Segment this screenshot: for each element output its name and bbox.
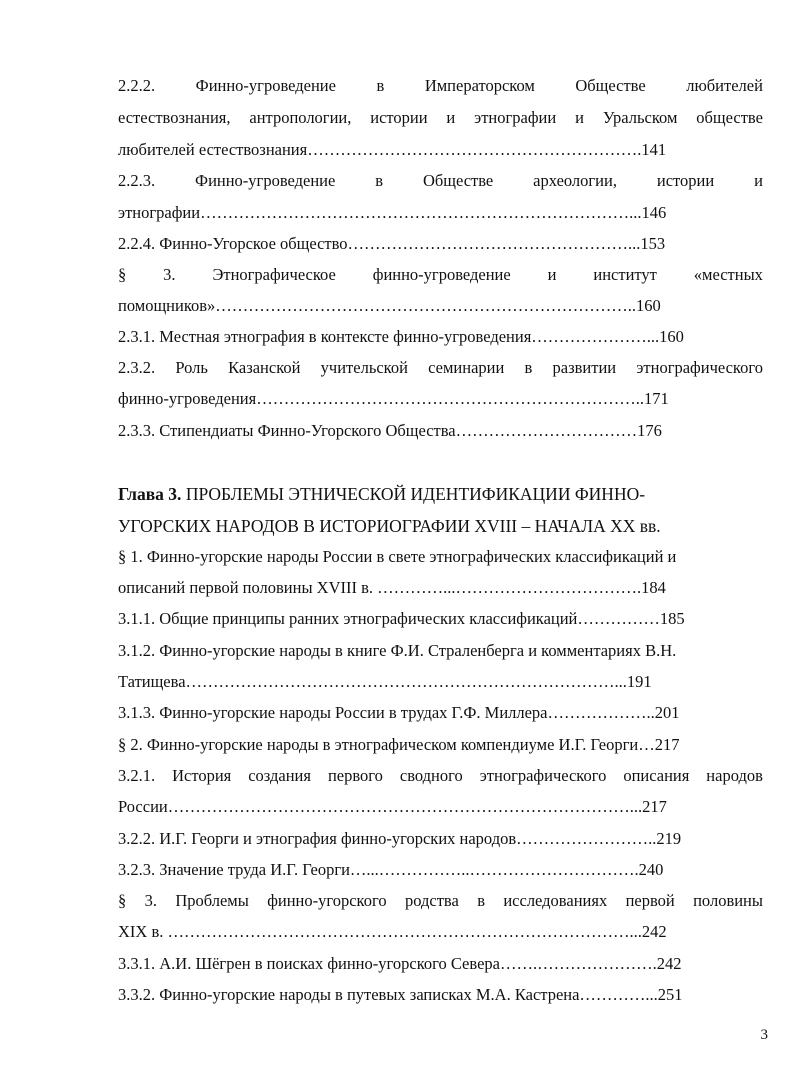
toc-line: 3.1.1. Общие принципы ранних этнографических классификаций……………185 [118, 609, 685, 628]
toc-line: 3.3.2. Финно-угорские народы в путевых записках М.А. Кастрена…………...251 [118, 985, 683, 1004]
toc-line: любителей естествознания…………………………………………………….141 [118, 140, 667, 159]
chapter-heading [118, 483, 763, 505]
toc-line: 3.1.3. Финно-угорские народы России в трудах Г.Ф. Миллера………………..201 [118, 703, 680, 722]
toc-line: финно-угроведения……………………………………………………………..171 [118, 389, 669, 408]
toc-line: 3.1.2. Финно-угорские народы в книге Ф.И. Страленберга и комментариях В.Н. [118, 641, 677, 660]
chapter-title-line-2: УГОРСКИХ НАРОДОВ В ИСТОРИОГРАФИИ XVIII – НАЧАЛА XX вв. [118, 516, 661, 536]
chapter-title-line-1: ПРОБЛЕМЫ ЭТНИЧЕСКОЙ ИДЕНТИФИКАЦИИ ФИННО- [181, 484, 646, 504]
chapter-label: Глава 3. [118, 484, 182, 504]
toc-line: § 1. Финно-угорские народы России в свете этнографических классификаций и [118, 547, 677, 566]
toc-line: помощников»…………………………………………………………………..160 [118, 296, 661, 315]
toc-line: 2.3.1. Местная этнография в контексте финно-угроведения…………………...160 [118, 327, 684, 346]
toc-line: 3.3.1. А.И. Шёгрен в поисках финно-угорского Севера…….………………….242 [118, 954, 682, 973]
toc-line: 3.2.1. История создания первого сводного этнографического описания народов [118, 766, 763, 785]
toc-line: России…………………………………………………………………………...217 [118, 797, 667, 816]
toc-line: XIX в. …………………………………………………………………………...242 [118, 922, 667, 941]
toc-line: естествознания, антропологии, истории и этнографии и Уральском обществе [118, 108, 763, 127]
toc-line: этнографии……………………………………………………………………...146 [118, 203, 667, 222]
toc-line: § 3. Проблемы финно-угорского родства в исследованиях первой половины [118, 891, 763, 910]
toc-line: описаний первой половины XVIII в. …………...…………………………….184 [118, 578, 666, 597]
toc-line: 3.2.3. Значение труда И.Г. Георги…...……………..………………………….240 [118, 860, 664, 879]
toc-line: 2.3.2. Роль Казанской учительской семинарии в развитии этнографического [118, 358, 763, 377]
toc-line: 3.2.2. И.Г. Георги и этнография финно-угорских народов……………………..219 [118, 829, 682, 848]
toc-line: 2.2.4. Финно-Угорское общество……………………………………………...153 [118, 234, 666, 253]
page-number: 3 [760, 1027, 768, 1043]
toc-line: 2.3.3. Стипендиаты Финно-Угорского Общества……………………………176 [118, 421, 662, 440]
toc-line: 2.2.3. Финно-угроведение в Обществе археологии, истории и [118, 171, 763, 190]
toc-line: § 3. Этнографическое финно-угроведение и институт «местных [118, 265, 763, 284]
toc-line: Татищева……………………………………………………………………...191 [118, 672, 652, 691]
toc-line: 2.2.2. Финно-угроведение в Императорском Обществе любителей [118, 76, 763, 95]
toc-line: § 2. Финно-угорские народы в этнографическом компендиуме И.Г. Георги…217 [118, 735, 680, 754]
